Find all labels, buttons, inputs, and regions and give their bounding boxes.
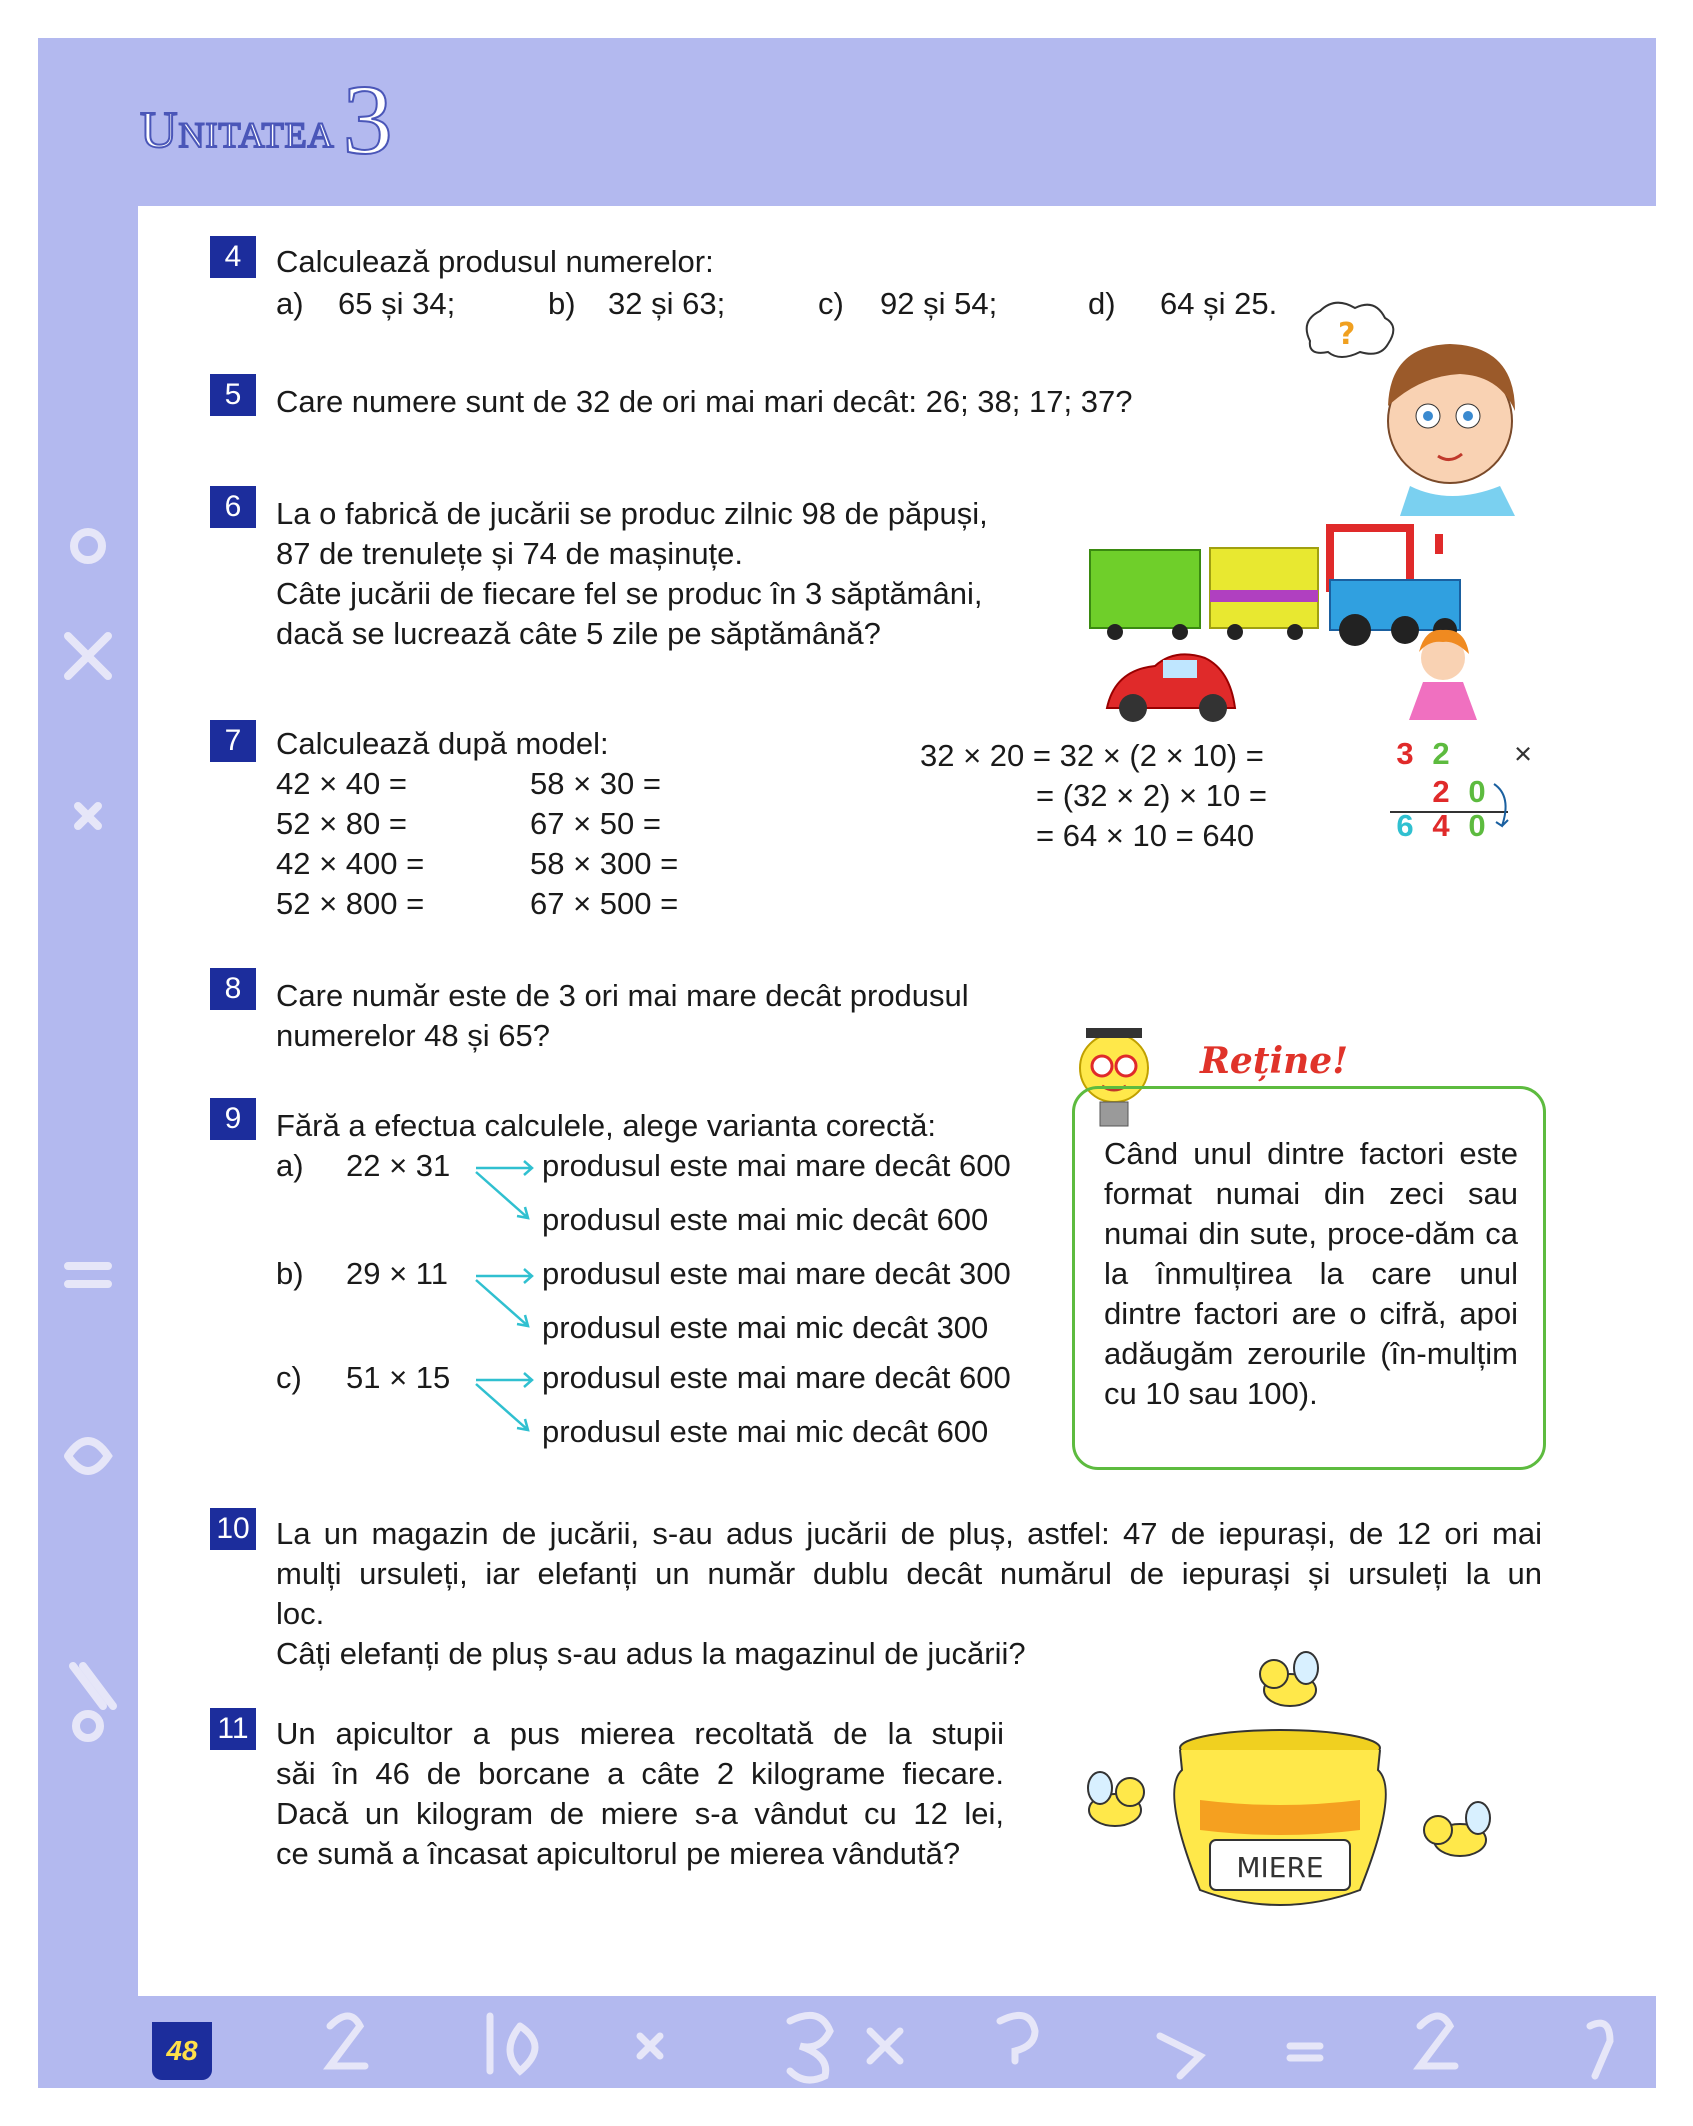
exercise-9-b-option-1: produsul este mai mare decât 300 [542, 1256, 1011, 1291]
exercise-10-line-2: mulți ursuleți, iar elefanți un număr dublu decât numărul de iepurași și ursuleți la un [276, 1556, 1542, 1591]
exercise-9-arrows [470, 1150, 550, 1450]
exercise-9-c-label: c) [276, 1360, 302, 1395]
decorative-footer-symbols [300, 1996, 1650, 2088]
unit-title-number: 3 [342, 64, 394, 175]
exercise-number-11: 11 [210, 1708, 256, 1750]
exercise-6-line-1: La o fabrică de jucării se produc zilnic 98 de păpuși, [276, 496, 988, 531]
bee-icon [1424, 1802, 1490, 1856]
exercise-9-b-expr: 29 × 11 [346, 1256, 448, 1291]
exercise-9-text: Fără a efectua calculele, alege varianta corectă: [276, 1108, 936, 1143]
digit: 0 [1468, 808, 1486, 843]
exercise-9-a-option-1: produsul este mai mare decât 600 [542, 1148, 1011, 1183]
exercise-7-model-3: = 64 × 10 = 640 [1036, 818, 1255, 853]
exercise-11-line-3: Dacă un kilogram de miere s-a vândut cu 12 lei, [276, 1796, 1004, 1831]
exercise-number-6: 6 [210, 486, 256, 528]
exercise-7-right-4: 67 × 500 = [530, 886, 679, 921]
exercise-9-b-label: b) [276, 1256, 304, 1291]
exercise-6-line-2: 87 de trenulețe și 74 de mașinuțe. [276, 536, 744, 571]
exercise-7-right-2: 67 × 50 = [530, 806, 662, 841]
exercise-9-b-option-2: produsul este mai mic decât 300 [542, 1310, 989, 1345]
exercise-8-line-1: Care număr este de 3 ori mai mare decât produsul [276, 978, 969, 1013]
exercise-number-8: 8 [210, 968, 256, 1010]
decorative-math-symbols [38, 206, 138, 1996]
exercise-4-c-label: c) [818, 286, 844, 321]
exercise-4-b-value: 32 și 63; [608, 286, 726, 321]
exercise-9-c-option-2: produsul este mai mic decât 600 [542, 1414, 989, 1449]
exercise-10-line-3: loc. [276, 1596, 325, 1631]
exercise-number-9: 9 [210, 1098, 256, 1140]
exercise-9-a-expr: 22 × 31 [346, 1148, 451, 1183]
exercise-4-d-label: d) [1088, 286, 1116, 321]
digit: 6 [1396, 808, 1414, 843]
column-rule-and-arrow [1390, 736, 1540, 846]
exercise-9-a-option-2: produsul este mai mic decât 600 [542, 1202, 989, 1237]
exercise-4-a-value: 65 și 34; [338, 286, 456, 321]
digit: 3 [1396, 736, 1414, 771]
exercise-7-model-2: = (32 × 2) × 10 = [1036, 778, 1267, 813]
exercise-11-line-2: săi în 46 de borcane a câte 2 kilograme fiecare. [276, 1756, 1004, 1791]
exercise-5-text: Care numere sunt de 32 de ori mai mari decât: 26; 38; 17; 37? [276, 384, 1133, 419]
exercise-9-a-label: a) [276, 1148, 304, 1183]
column-multiplication [1390, 736, 1540, 846]
exercise-6-line-4: dacă se lucrează câte 5 zile pe săptămână? [276, 616, 881, 651]
remember-text: Când unul dintre factori este format numai din zeci sau numai din sute, proce-dăm ca la înmulțirea la care unul dintre factori are o cifră, apoi adăugăm zerourile (în-mulțim cu 10 sau 100). [1104, 1136, 1518, 1411]
exercise-7-left-4: 52 × 800 = [276, 886, 425, 921]
exercise-7-text: Calculează după model: [276, 726, 609, 761]
exercise-number-10: 10 [210, 1508, 256, 1550]
remember-title: Reține! [1188, 1040, 1360, 1082]
exercise-7-model-1: 32 × 20 = 32 × (2 × 10) = [920, 738, 1264, 773]
digit: 4 [1432, 808, 1450, 843]
exercise-4-text: Calculează produsul numerelor: [276, 244, 714, 279]
digit: 2 [1432, 736, 1450, 771]
honey-jar-label: MIERE [1236, 1851, 1324, 1884]
exercise-10-line-1: La un magazin de jucării, s-au adus jucării de pluș, astfel: 47 de iepurași, de 12 ori mai [276, 1516, 1542, 1551]
thinking-boy-illustration [1300, 296, 1540, 516]
toys-illustration [1085, 520, 1505, 730]
page-number: 48 [152, 2022, 212, 2080]
exercise-6-line-3: Câte jucării de fiecare fel se produc în 3 săptămâni, [276, 576, 983, 611]
multiply-sign: × [1513, 736, 1533, 771]
exercise-number-7: 7 [210, 720, 256, 762]
exercise-9-c-expr: 51 × 15 [346, 1360, 451, 1395]
exercise-9-c-option-1: produsul este mai mare decât 600 [542, 1360, 1011, 1395]
exercise-4-d-value: 64 și 25. [1160, 286, 1278, 321]
exercise-7-left-1: 42 × 40 = [276, 766, 408, 801]
bee-icon [1260, 1652, 1318, 1706]
exercise-7-left-3: 42 × 400 = [276, 846, 425, 881]
honey-jar-with-bees-illustration [1060, 1640, 1520, 1920]
exercise-4-c-value: 92 și 54; [880, 286, 998, 321]
digit: 2 [1432, 774, 1450, 809]
exercise-8-line-2: numerelor 48 și 65? [276, 1018, 550, 1053]
exercise-7-left-2: 52 × 80 = [276, 806, 408, 841]
unit-title [140, 62, 394, 177]
exercise-number-5: 5 [210, 374, 256, 416]
exercise-11-line-1: Un apicultor a pus mierea recoltată de la stupii [276, 1716, 1004, 1751]
exercise-4-b-label: b) [548, 286, 576, 321]
exercise-4-a-label: a) [276, 286, 304, 321]
exercise-7-right-3: 58 × 300 = [530, 846, 679, 881]
unit-title-word: Unitatea [140, 102, 335, 159]
exercise-7-right-1: 58 × 30 = [530, 766, 662, 801]
svg-text:?: ? [1338, 317, 1356, 352]
exercise-10-line-4: Câți elefanți de pluș s-au adus la magazinul de jucării? [276, 1636, 1026, 1671]
digit: 0 [1468, 774, 1486, 809]
bee-icon [1088, 1772, 1144, 1826]
exercise-number-4: 4 [210, 236, 256, 278]
exercise-11-line-4: ce sumă a încasat apicultorul pe mierea vândută? [276, 1836, 961, 1871]
